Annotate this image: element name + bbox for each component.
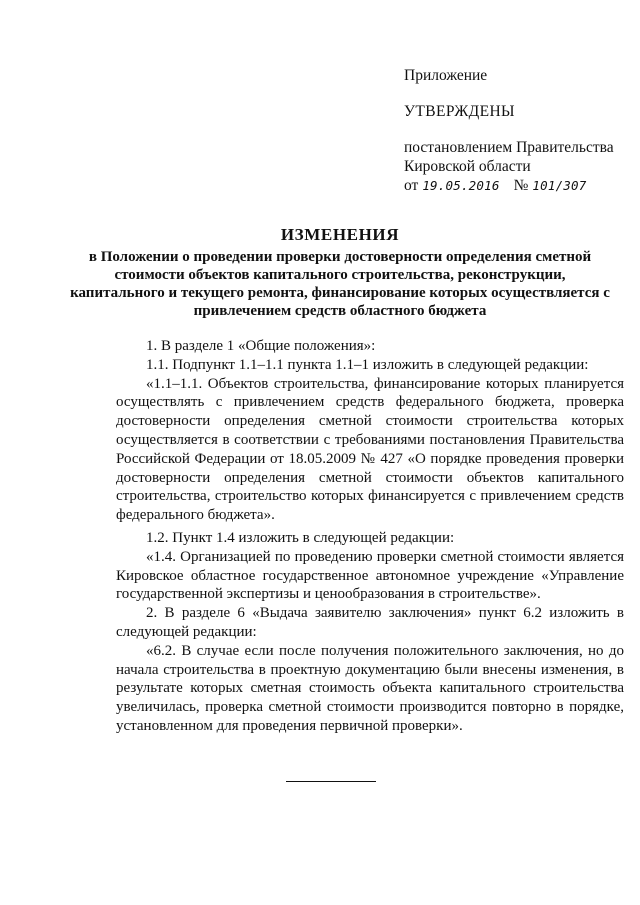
paragraph-7: «6.2. В случае если после получения положительного заключения, но до начала строительства в проектную документацию были внесены изменения, в результате которых сметная стоимость объекта капитального строительства увеличилась, проверка сметной стоимости производится повторно в порядке, установленном для проведения первичной проверки». bbox=[116, 642, 624, 734]
paragraph-3: «1.1–1.1. Объектов строительства, финансирование которых планируется осуществлять с привлечением средств федерального бюджета, проверка достоверности определения сметной стоимости строительства которых осуществляется в соответствии с требованиями постановления Правительства Российской Федерации от 18.05.2009 № 427 «О порядке проведения проверки достоверности определения сметной стоимости объектов капитального строительства, строительство которых финансируется с привлечением средств федерального бюджета». bbox=[116, 375, 624, 524]
approved-label: УТВЕРЖДЕНЫ bbox=[404, 103, 515, 120]
paragraph-4: 1.2. Пункт 1.4 изложить в следующей редакции: bbox=[146, 529, 455, 546]
appendix-label: Приложение bbox=[404, 67, 488, 84]
document-body bbox=[116, 337, 624, 736]
decree-line-1: постановлением Правительства bbox=[404, 139, 614, 156]
paragraph-2: 1.1. Подпункт 1.1–1.1 пункта 1.1–1 изложить в следующей редакции: bbox=[146, 356, 589, 373]
handwritten-number: 101/307 bbox=[532, 178, 587, 193]
document-heading bbox=[70, 224, 610, 320]
decree-line-2: Кировской области bbox=[404, 158, 531, 175]
closing-rule bbox=[286, 781, 376, 782]
paragraph-5: «1.4. Организацией по проведению проверки сметной стоимости является Кировское областное государственное автономное учреждение «Управление государственной экспертизы и ценообразования в строительстве». bbox=[116, 548, 624, 603]
approval-block bbox=[404, 66, 624, 195]
paragraph-6: 2. В разделе 6 «Выдача заявителю заключения» пункт 6.2 изложить в следующей редакции: bbox=[116, 605, 624, 640]
paragraph-1: 1. В разделе 1 «Общие положения»: bbox=[146, 338, 376, 354]
handwritten-date: 19.05.2016 bbox=[422, 178, 500, 193]
document-subtitle: в Положении о проведении проверки достоверности определения сметной стоимости объектов капитального строительства, реконструкции, капитального и текущего ремонта, финансирование которых осуществляется с привлечением средств областного бюджета bbox=[70, 249, 610, 319]
document-title: ИЗМЕНЕНИЯ bbox=[280, 225, 400, 244]
decree-date-number bbox=[404, 176, 624, 195]
date-prefix: от bbox=[404, 177, 419, 194]
number-prefix: № bbox=[513, 177, 529, 194]
